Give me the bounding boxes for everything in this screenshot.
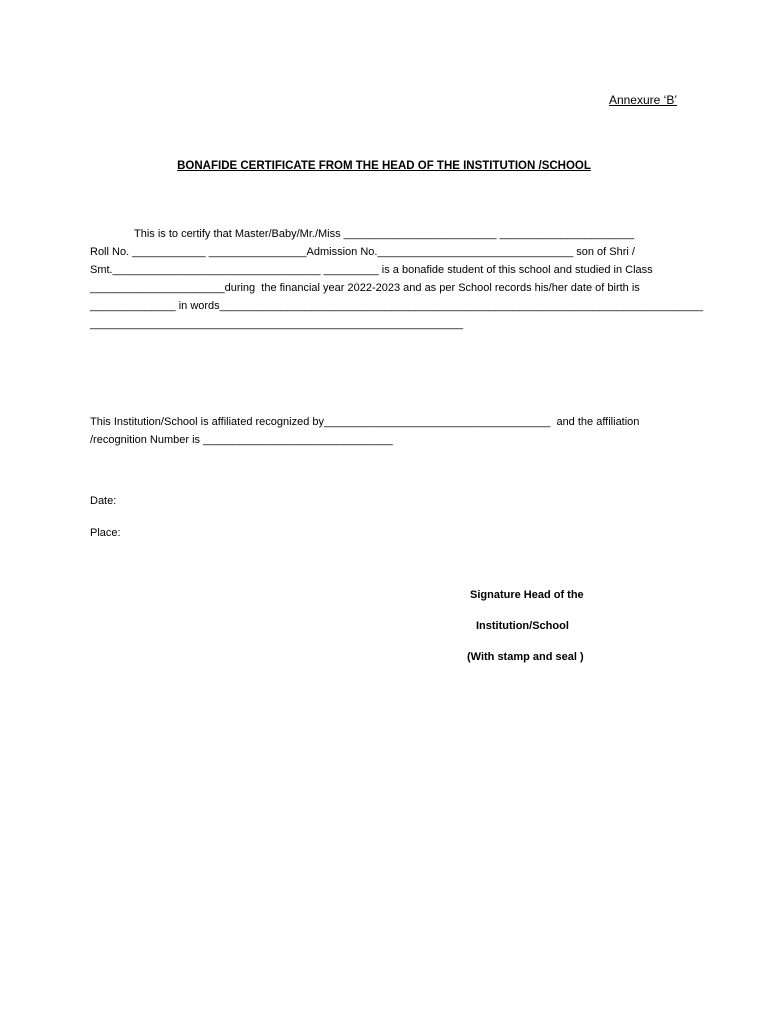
date-label: Date: [90, 495, 117, 507]
place-label: Place: [90, 527, 121, 539]
signature-line-3: (With stamp and seal ) [467, 651, 584, 663]
body-line-6: _____________________________________________________________ [90, 318, 464, 330]
affiliation-line-1: This Institution/School is affiliated recognized by_____________________________________ and the affiliation [90, 416, 640, 428]
body-line-4: ______________________during the financial year 2022-2023 and as per School records his/her date of birth is [90, 282, 640, 294]
body-line-3: Smt.__________________________________ _________ is a bonafide student of this school and studied in Class [90, 264, 653, 276]
certificate-title: BONAFIDE CERTIFICATE FROM THE HEAD OF THE INSTITUTION /SCHOOL [177, 160, 591, 172]
affiliation-line-2: /recognition Number is _______________________________ [90, 434, 393, 446]
annexure-label: Annexure ‘B’ [608, 93, 677, 107]
body-line-5: ______________ in words_______________________________________________________________________________ [90, 300, 703, 312]
signature-line-1: Signature Head of the [470, 589, 584, 601]
signature-line-2: Institution/School [476, 620, 569, 632]
body-line-2: Roll No. ____________ ________________Admission No.________________________________ son of Shri / [90, 246, 635, 258]
body-line-1: This is to certify that Master/Baby/Mr./Miss _________________________ ______________________ [134, 228, 635, 240]
